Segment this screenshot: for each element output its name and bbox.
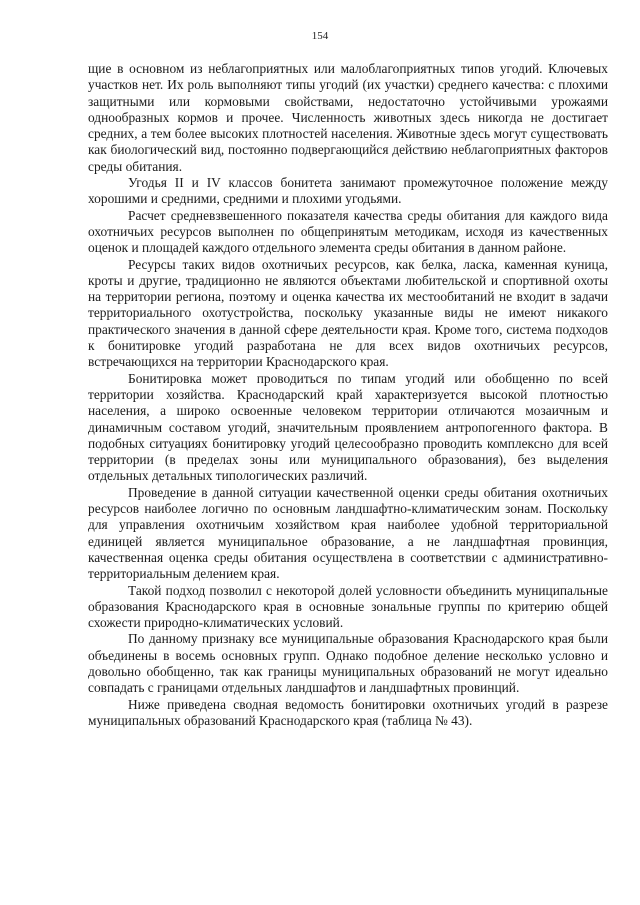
paragraph-resources: Ресурсы таких видов охотничьих ресурсов, как белка, ласка, каменная куница, кроты и другие, традиционно не являются объектами любительской и спортивной охоты на территории региона, поэтому и оценка качества их местообитаний не входит в задачи территориального охотустройства, поскольку указанные виды не имеют никакого практического значения в данной сфере деятельности края. Кроме того, система подходов к бонитировке угодий разработана не для всех видов охотничьих ресурсов, встречающихся на территории Краснодарского края. (88, 256, 608, 370)
paragraph-assessment-zones: Проведение в данной ситуации качественной оценки среды обитания охотничьих ресурсов наиболее логично по основным ландшафтно-климатическим зонам. Поскольку для управления охотничьим хозяйством края наиболее удобной территориальной единицей является муниципальное образование, а не ландшафтная провинция, качественная оценка среды обитания осуществлена в соответствии с административно-территориальным делением края. (88, 484, 608, 582)
paragraph-classes-ii-iv: Угодья II и IV классов бонитета занимают промежуточное положение между хорошими и средними, средними и плохими угодьями. (88, 175, 608, 207)
text-body (88, 61, 608, 729)
paragraph-approach: Такой подход позволил с некоторой долей условности объединить муниципальные образования Краснодарского края в основные зональные группы по критерию общей схожести природно-климатических условий. (88, 582, 608, 631)
paragraph-groups: По данному признаку все муниципальные образования Краснодарского края были объединены в восемь основных групп. Однако подобное деление несколько условно и довольно обобщенно, так как границы муниципальных образований не могут идеально совпадать с границами отдельных ландшафтов и ландшафтных провинций. (88, 631, 608, 696)
paragraph-calculation: Расчет средневзвешенного показателя качества среды обитания для каждого вида охотничьих ресурсов выполнен по общепринятым методикам, исходя из качественных оценок и площадей каждого отдельного элемента среды обитания в данном районе. (88, 207, 608, 256)
paragraph-summary-table-ref: Ниже приведена сводная ведомость бонитировки охотничьих угодий в разрезе муниципальных образований Краснодарского края (таблица № 43). (88, 696, 608, 728)
paragraph-continuation: щие в основном из неблагоприятных или малоблагоприятных типов угодий. Ключевых участков нет. Их роль выполняют типы угодий (их участки) среднего качества: с плохими защитными или кормовыми свойствами, недостаточно устойчивыми урожаями однообразных кормов и прочее. Численность животных здесь никогда не достигает средних, а тем более высоких плотностей населения. Животные здесь могут существовать как биологический вид, постоянно подвергающийся действию неблагоприятных факторов среды обитания. (88, 61, 608, 174)
paragraph-bonitation-types: Бонитировка может проводиться по типам угодий или обобщенно по всей территории хозяйства. Краснодарский край характеризуется высокой плотностью населения, а широко освоенные человеком территории отличаются мозаичным и динамичным составом угодий, значительным проявлением антропогенного фактора. В подобных ситуациях бонитировку угодий целесообразно проводить комплексно для всей территории (в пределах зоны или муниципального образования), без выделения отдельных детальных типологических различий. (88, 370, 608, 484)
page-number: 154 (311, 30, 329, 42)
